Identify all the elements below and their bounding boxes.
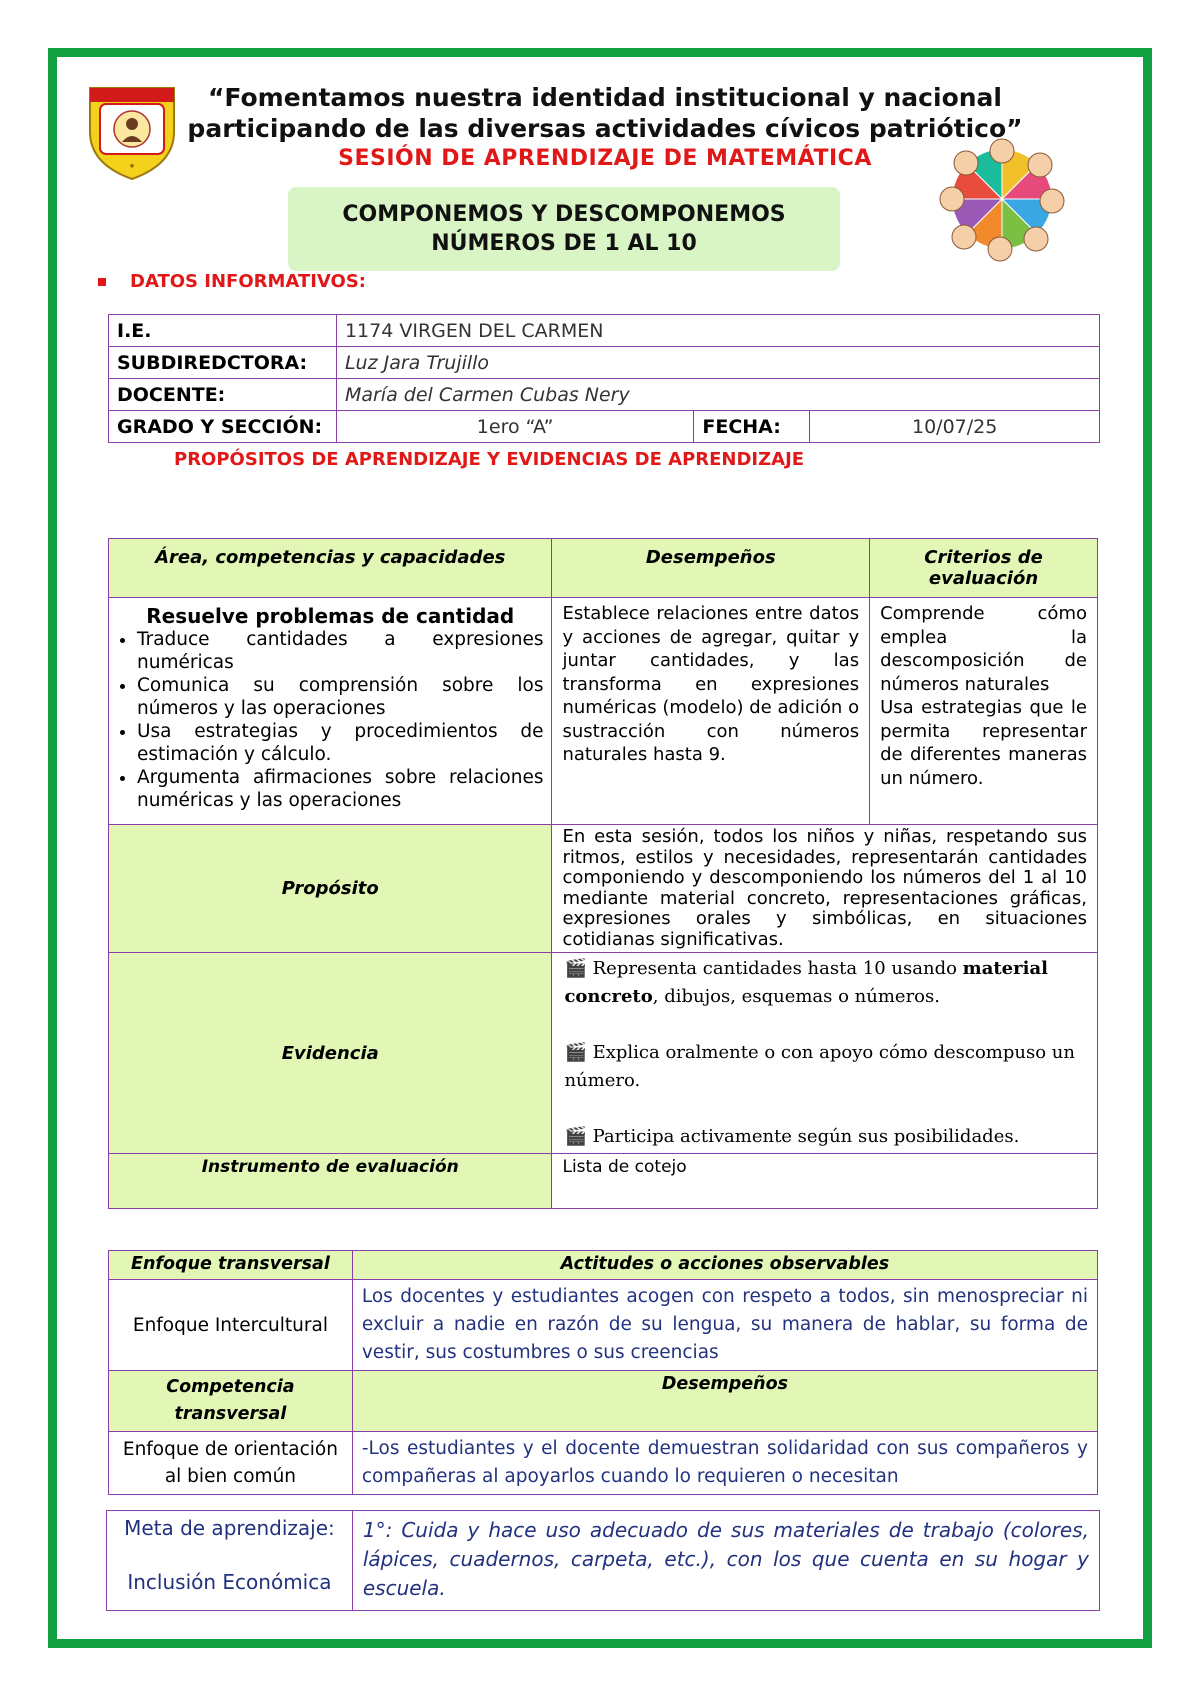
ie-label: I.E. bbox=[109, 315, 337, 347]
criterio-cell bbox=[870, 598, 1098, 825]
table-row bbox=[109, 953, 1098, 1154]
subdirectora-label: SUBDIREDCTORA: bbox=[109, 347, 337, 379]
table-row bbox=[109, 1280, 1098, 1371]
meta-table bbox=[106, 1510, 1100, 1611]
table-row bbox=[107, 1511, 1100, 1611]
table-row bbox=[109, 347, 1100, 379]
subdirectora-value: Luz Jara Trujillo bbox=[336, 347, 1099, 379]
fecha-value: 10/07/25 bbox=[810, 411, 1100, 443]
criterio-1: Comprende cómo emplea la descomposición de números naturales bbox=[880, 603, 1087, 695]
lesson-title-line-1: COMPONEMOS Y DESCOMPONEMOS bbox=[342, 202, 786, 227]
table-row bbox=[109, 598, 1098, 825]
grado-label: GRADO Y SECCIÓN: bbox=[109, 411, 337, 443]
propositos-heading: PROPÓSITOS DE APRENDIZAJE Y EVIDENCIAS DE APRENDIZAJE bbox=[174, 449, 805, 470]
meta-label: Meta de aprendizaje: bbox=[124, 1516, 335, 1540]
table-row bbox=[109, 1432, 1098, 1495]
info-table bbox=[108, 314, 1100, 443]
table-row bbox=[109, 1251, 1098, 1280]
clapperboard-icon: 🎬 bbox=[564, 958, 593, 979]
list-item: • Traduce cantidades a expresiones numéricas bbox=[137, 628, 543, 674]
meta-label-cell bbox=[107, 1511, 353, 1611]
enfoque-intercultural-label: Enfoque Intercultural bbox=[109, 1280, 353, 1371]
instrumento-label: Instrumento de evaluación bbox=[109, 1154, 552, 1209]
list-item: • Comunica su comprensión sobre los números y las operaciones bbox=[137, 674, 543, 720]
evidencia-item-3: 🎬 Participa activamente según sus posibilidades. bbox=[564, 1126, 1020, 1147]
fecha-label: FECHA: bbox=[694, 411, 810, 443]
evidencia-item-1: 🎬 Representa cantidades hasta 10 usando material concreto, dibujos, esquemas o números. bbox=[564, 958, 1048, 1007]
enfoque-header: Enfoque transversal bbox=[109, 1251, 353, 1280]
competencia-transversal-header: Competencia transversal bbox=[109, 1371, 353, 1432]
enfoque-table bbox=[108, 1250, 1098, 1495]
bullet-icon bbox=[98, 278, 106, 286]
evidencia-item-2: 🎬 Explica oralmente o con apoyo cómo descompuso un número. bbox=[564, 1042, 1075, 1091]
enfoque-intercultural-text: Los docentes y estudiantes acogen con respeto a todos, sin menospreciar ni excluir a nadie en razón de su lengua, su manera de hablar, su forma de vestir, sus costumbres o sus creencias bbox=[352, 1280, 1097, 1371]
evidencia-cell bbox=[552, 953, 1098, 1154]
instrumento-value: Lista de cotejo bbox=[552, 1154, 1098, 1209]
docente-value: María del Carmen Cubas Nery bbox=[336, 379, 1099, 411]
table-row bbox=[109, 411, 1100, 443]
desempeno-cell: Establece relaciones entre datos y acciones de agregar, quitar y juntar cantidades, y las transforma en expresiones numéricas (modelo) de adición o sustracción con números naturales hasta 9. bbox=[552, 598, 870, 825]
session-title: SESIÓN DE APRENDIZAJE DE MATEMÁTICA bbox=[338, 146, 872, 171]
desempenos-header: Desempeños bbox=[352, 1371, 1097, 1432]
grado-value: 1ero “A” bbox=[336, 411, 693, 443]
clapperboard-icon: 🎬 bbox=[564, 1042, 593, 1063]
svg-text:★: ★ bbox=[128, 162, 136, 170]
lesson-title-box bbox=[288, 187, 840, 271]
table-row bbox=[109, 825, 1098, 953]
lesson-title-line-2: NÚMEROS DE 1 AL 10 bbox=[431, 231, 697, 256]
clapperboard-icon: 🎬 bbox=[564, 1126, 593, 1147]
ie-value: 1174 VIRGEN DEL CARMEN bbox=[336, 315, 1099, 347]
col-header-area: Área, competencias y capacidades bbox=[109, 539, 552, 598]
competencia-cell bbox=[109, 598, 552, 825]
table-row bbox=[109, 539, 1098, 598]
table-row bbox=[109, 315, 1100, 347]
competencia-title: Resuelve problemas de cantidad bbox=[146, 604, 515, 628]
datos-label: DATOS INFORMATIVOS: bbox=[130, 271, 367, 292]
competencias-table bbox=[108, 538, 1098, 1209]
meta-text: 1°: Cuida y hace uso adecuado de sus materiales de trabajo (colores, lápices, cuadernos, carpeta, etc.), con los que cuenta en su hogar y escuela. bbox=[352, 1511, 1099, 1611]
actitudes-header: Actitudes o acciones observables bbox=[352, 1251, 1097, 1280]
proposito-label: Propósito bbox=[109, 825, 552, 953]
col-header-criterios: Criterios de evaluación bbox=[870, 539, 1098, 598]
docente-label: DOCENTE: bbox=[109, 379, 337, 411]
criterio-2: Usa estrategias que le permita representar de diferentes maneras un número. bbox=[880, 697, 1087, 789]
enfoque-bien-comun-text: -Los estudiantes y el docente demuestran solidaridad con sus compañeros y compañeras al apoyarlos cuando lo requieren o necesitan bbox=[352, 1432, 1097, 1495]
table-row bbox=[109, 379, 1100, 411]
list-item: • Usa estrategias y procedimientos de estimación y cálculo. bbox=[137, 720, 543, 766]
motto bbox=[160, 82, 1050, 144]
proposito-text: En esta sesión, todos los niños y niñas, respetando sus ritmos, estilos y necesidades, representarán cantidades componiendo y descomponiendo los números del 1 al 10 mediante material concreto, representaciones gráficas, expresiones orales y simbólicas, en situaciones cotidianas significativas. bbox=[552, 825, 1098, 953]
motto-line-2: participando de las diversas actividades cívicos patriótico” bbox=[187, 114, 1023, 143]
table-row bbox=[109, 1371, 1098, 1432]
col-header-desempenos: Desempeños bbox=[552, 539, 870, 598]
list-item: • Argumenta afirmaciones sobre relaciones numéricas y las operaciones bbox=[137, 766, 543, 812]
datos-heading bbox=[98, 271, 366, 292]
meta-sublabel: Inclusión Económica bbox=[127, 1570, 332, 1594]
enfoque-bien-comun-label: Enfoque de orientación al bien común bbox=[109, 1432, 353, 1495]
capacidades-list bbox=[117, 628, 543, 812]
motto-line-1: “Fomentamos nuestra identidad institucional y nacional bbox=[208, 83, 1002, 112]
evidencia-label: Evidencia bbox=[109, 953, 552, 1154]
table-row bbox=[109, 1154, 1098, 1209]
